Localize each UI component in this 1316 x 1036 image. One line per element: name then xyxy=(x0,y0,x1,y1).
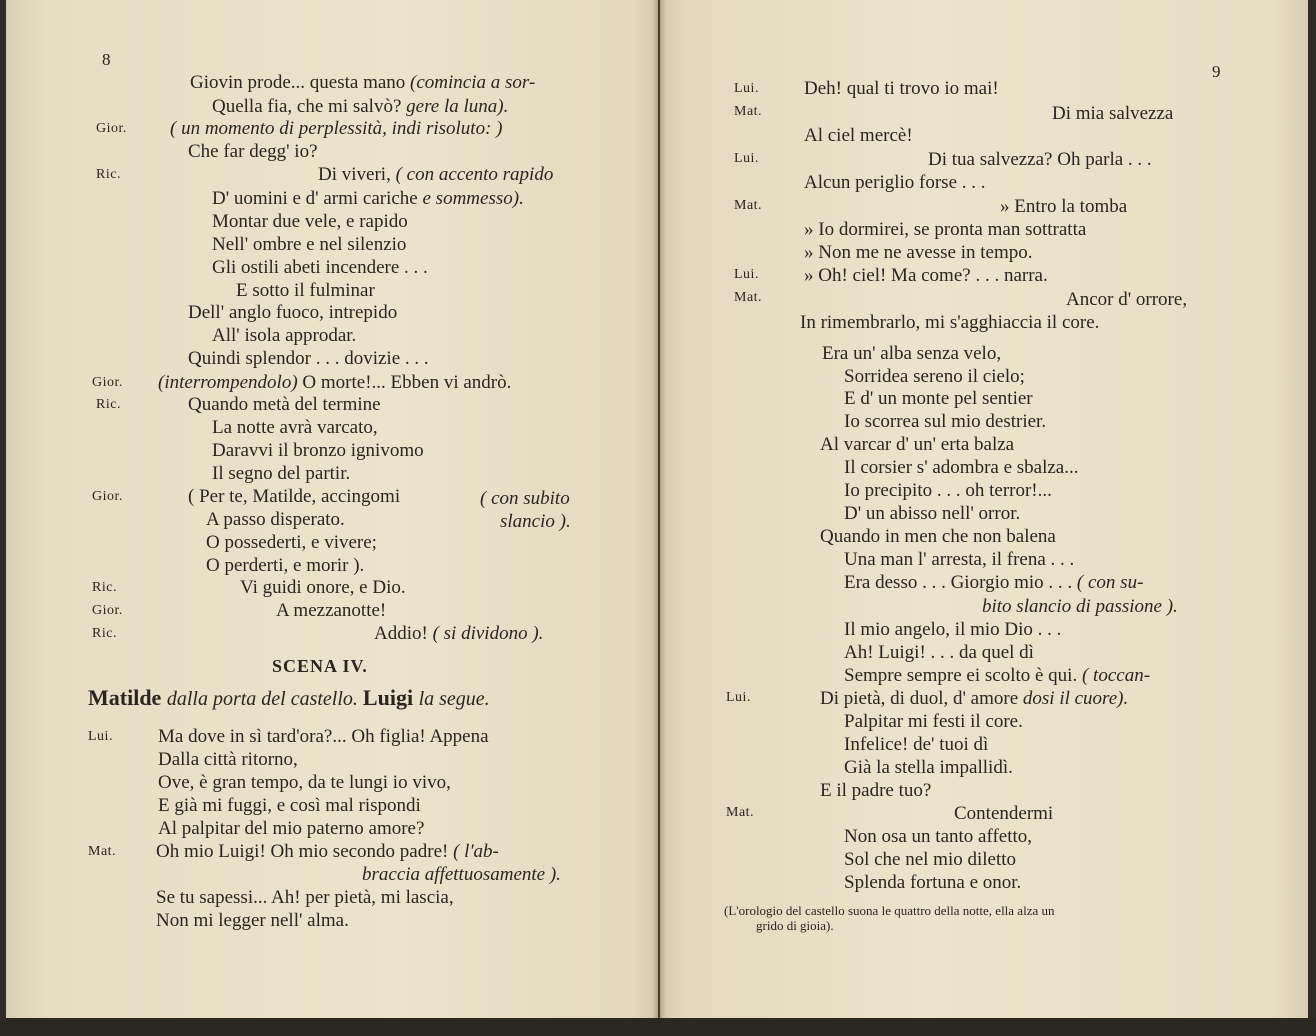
verse-line: Ma dove in sì tard'ora?... Oh figlia! Appena xyxy=(158,726,489,747)
verse-line: A mezzanotte! xyxy=(276,600,387,621)
verse-line: Già la stella impallidì. xyxy=(844,757,1013,778)
speaker-label: Lui. xyxy=(734,81,759,96)
verse-line: D' un abisso nell' orror. xyxy=(844,503,1021,524)
verse-line: Una man l' arresta, il frena . . . xyxy=(844,549,1075,570)
verse-line: Al varcar d' un' erta balza xyxy=(820,434,1015,455)
stage-direction: ( un momento di perplessità, indi risoluto: ) xyxy=(170,118,503,139)
speaker-label: Mat. xyxy=(734,198,763,213)
stage-direction: ( con subito xyxy=(480,488,570,509)
verse-line: Infelice! de' tuoi dì xyxy=(844,734,989,755)
stage-direction: slancio ). xyxy=(500,511,571,532)
verse-line: La notte avrà varcato, xyxy=(212,417,378,438)
verse-line: O possederti, e vivere; xyxy=(206,532,377,553)
speaker-label: Mat. xyxy=(88,844,117,859)
verse-line: Il segno del partir. xyxy=(212,463,351,484)
speaker-label: Ric. xyxy=(96,397,121,412)
verse-line: E il padre tuo? xyxy=(820,780,932,801)
scene-heading: SCENA IV. xyxy=(272,656,368,676)
speaker-label: Lui. xyxy=(734,151,759,166)
verse-line: Nell' ombre e nel silenzio xyxy=(212,234,407,255)
verse-line: E già mi fuggi, e così mal rispondi xyxy=(158,795,421,816)
verse-line: Al palpitar del mio paterno amore? xyxy=(158,818,425,839)
verse-line: Era desso . . . Giorgio mio . . . ( con su- xyxy=(844,572,1144,593)
verse-line: Che far degg' io? xyxy=(188,141,318,162)
verse-line: Se tu sapessi... Ah! per pietà, mi lascia, xyxy=(156,887,454,908)
verse-line: Sol che nel mio diletto xyxy=(844,849,1017,870)
verse-line: A passo disperato. xyxy=(206,509,345,530)
speaker-label: Ric. xyxy=(92,626,117,641)
verse-line: Addio! ( si dividono ). xyxy=(374,623,544,644)
verse-line: » Oh! ciel! Ma come? . . . narra. xyxy=(804,265,1048,286)
speaker-label: Gior. xyxy=(96,121,127,136)
verse-line: Splenda fortuna e onor. xyxy=(844,872,1022,893)
verse-line: Quella fia, che mi salvò? gere la luna). xyxy=(212,96,509,117)
verse-line: All' isola approdar. xyxy=(212,325,357,346)
speaker-label: Lui. xyxy=(88,729,113,744)
verse-line: Il mio angelo, il mio Dio . . . xyxy=(844,619,1062,640)
verse-line: Di viveri, ( con accento rapido xyxy=(318,164,554,185)
verse-line: Sorridea sereno il cielo; xyxy=(844,366,1025,387)
verse-line: Alcun periglio forse . . . xyxy=(804,172,986,193)
verse-line: Ove, è gran tempo, da te lungi io vivo, xyxy=(158,772,451,793)
verse-line: Montar due vele, e rapido xyxy=(212,211,408,232)
verse-line: Il corsier s' adombra e sbalza... xyxy=(844,457,1079,478)
speaker-label: Gior. xyxy=(92,603,123,618)
verse-line: Vi guidi onore, e Dio. xyxy=(240,577,406,598)
speaker-label: Mat. xyxy=(734,104,763,119)
verse-line: Contendermi xyxy=(954,803,1054,824)
verse-line: Gli ostili abeti incendere . . . xyxy=(212,257,428,278)
left-page xyxy=(6,0,658,1020)
verse-line: Ah! Luigi! . . . da quel dì xyxy=(844,642,1034,663)
verse-line: Quando in men che non balena xyxy=(820,526,1056,547)
verse-line: Quindi splendor . . . dovizie . . . xyxy=(188,348,429,369)
verse-line: D' uomini e d' armi cariche e sommesso). xyxy=(212,188,524,209)
speaker-label: Mat. xyxy=(726,805,755,820)
verse-line: Dell' anglo fuoco, intrepido xyxy=(188,302,398,323)
verse-line: Dalla città ritorno, xyxy=(158,749,298,770)
verse-line: Io scorrea sul mio destrier. xyxy=(844,411,1047,432)
speaker-label: Gior. xyxy=(92,489,123,504)
verse-line: Sempre sempre ei scolto è qui. ( toccan- xyxy=(844,665,1151,686)
book-gutter xyxy=(652,0,666,1020)
verse-line: Di mia salvezza xyxy=(1052,103,1174,124)
verse-line: In rimembrarlo, mi s'agghiaccia il core. xyxy=(800,312,1100,333)
stage-heading: Matilde dalla porta del castello. Luigi la segue. xyxy=(88,685,490,710)
verse-line: (interrompendolo) O morte!... Ebben vi andrò. xyxy=(158,372,512,393)
verse-line: Quando metà del termine xyxy=(188,394,381,415)
verse-line: Ancor d' orrore, xyxy=(1066,289,1188,310)
verse-line: Palpitar mi festi il core. xyxy=(844,711,1023,732)
verse-line: Era un' alba senza velo, xyxy=(822,343,1002,364)
verse-line: Giovin prode... questa mano (comincia a sor- xyxy=(190,72,536,93)
verse-line: Al ciel mercè! xyxy=(804,125,913,146)
verse-line: ( Per te, Matilde, accingomi xyxy=(188,486,401,507)
page-number: 8 xyxy=(102,50,111,69)
stage-direction: braccia affettuosamente ). xyxy=(362,864,561,885)
page-number: 9 xyxy=(1212,62,1221,81)
verse-line: Daravvi il bronzo ignivomo xyxy=(212,440,424,461)
verse-line: O perderti, e morir ). xyxy=(206,555,365,576)
verse-line: Non osa un tanto affetto, xyxy=(844,826,1033,847)
speaker-label: Mat. xyxy=(734,290,763,305)
verse-line: Di tua salvezza? Oh parla . . . xyxy=(928,149,1152,170)
verse-line: E d' un monte pel sentier xyxy=(844,388,1033,409)
right-page xyxy=(660,0,1308,1020)
speaker-label: Lui. xyxy=(734,267,759,282)
verse-line: » Io dormirei, se pronta man sottratta xyxy=(804,219,1087,240)
verse-line: » Entro la tomba xyxy=(1000,196,1128,217)
speaker-label: Lui. xyxy=(726,690,751,705)
verse-line: Io precipito . . . oh terror!... xyxy=(844,480,1052,501)
verse-line: Oh mio Luigi! Oh mio secondo padre! ( l'ab- xyxy=(156,841,499,862)
verse-line: Non mi legger nell' alma. xyxy=(156,910,349,931)
stage-direction: bito slancio di passione ). xyxy=(982,596,1178,617)
scan-background xyxy=(0,1018,1316,1036)
stage-note: grido di gioia). xyxy=(756,918,834,933)
verse-line: Di pietà, di duol, d' amore dosi il cuore). xyxy=(820,688,1129,709)
speaker-label: Ric. xyxy=(92,580,117,595)
verse-line: Deh! qual ti trovo io mai! xyxy=(804,78,999,99)
speaker-label: Gior. xyxy=(92,375,123,390)
verse-line: » Non me ne avesse in tempo. xyxy=(804,242,1033,263)
speaker-label: Ric. xyxy=(96,167,121,182)
stage-note: (L'orologio del castello suona le quattro della notte, ella alza un xyxy=(724,903,1055,918)
verse-line: E sotto il fulminar xyxy=(236,280,375,301)
